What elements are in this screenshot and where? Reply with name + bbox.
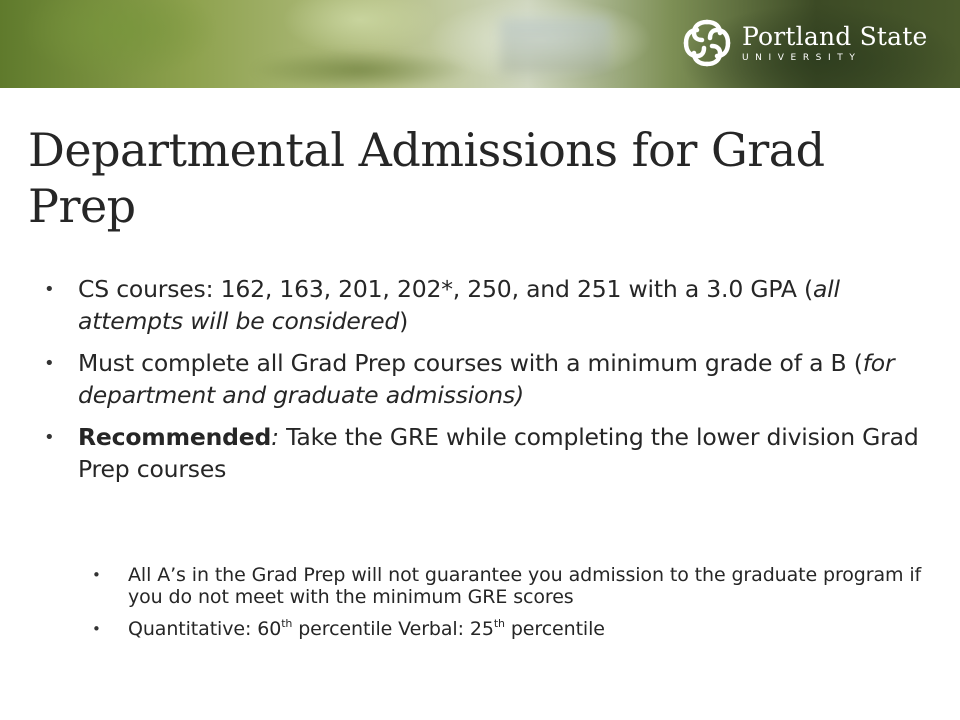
- psu-logo-mark-icon: [682, 18, 732, 68]
- bullet-cs-courses-close: ): [399, 306, 409, 335]
- slide-title: Departmental Admissions for Grad Prep: [28, 123, 825, 233]
- banner-tree-blur: [250, 50, 470, 88]
- gre-verbal-label: percentile Verbal: 25: [292, 618, 494, 640]
- bullet-recommended-text: Take the GRE while completing the lower division Grad Prep courses: [78, 423, 919, 483]
- psu-logo-name: Portland State: [742, 22, 928, 51]
- bullet-min-grade-emphasis: for department and graduate admissions): [78, 349, 895, 409]
- psu-logo: [682, 18, 928, 68]
- gre-verbal-rest: percentile: [504, 618, 605, 640]
- bullet-cs-courses-emphasis: all attempts will be considered: [78, 275, 840, 335]
- sub-bullet-guarantee: [92, 564, 922, 608]
- sub-bullet-guarantee-text: All A’s in the Grad Prep will not guarantee you admission to the graduate program if you do not meet with the minimum GRE scores: [128, 564, 922, 608]
- bullet-cs-courses: [44, 274, 924, 337]
- sub-bullet-gre-scores: [92, 618, 922, 640]
- psu-logo-subtitle: UNIVERSITY: [742, 53, 862, 63]
- gre-quant-label: Quantitative: 60: [128, 618, 282, 640]
- bullet-cs-courses-text: CS courses: 162, 163, 201, 202*, 250, and 251 with a 3.0 GPA (: [78, 275, 813, 303]
- banner-building-blur: [500, 18, 610, 74]
- bullet-recommended-label: Recommended: [78, 423, 272, 451]
- gre-quant-ordinal: th: [281, 617, 293, 630]
- header-banner: [0, 0, 960, 88]
- gre-verbal-ordinal: th: [493, 617, 505, 630]
- bullet-min-grade-text: Must complete all Grad Prep courses with a minimum grade of a B (: [78, 349, 863, 377]
- bullet-min-grade: [44, 348, 924, 411]
- bullet-list: [44, 274, 924, 496]
- bullet-recommended: [44, 422, 924, 485]
- bullet-recommended-colon: :: [271, 423, 279, 451]
- sub-bullet-list: [92, 564, 922, 650]
